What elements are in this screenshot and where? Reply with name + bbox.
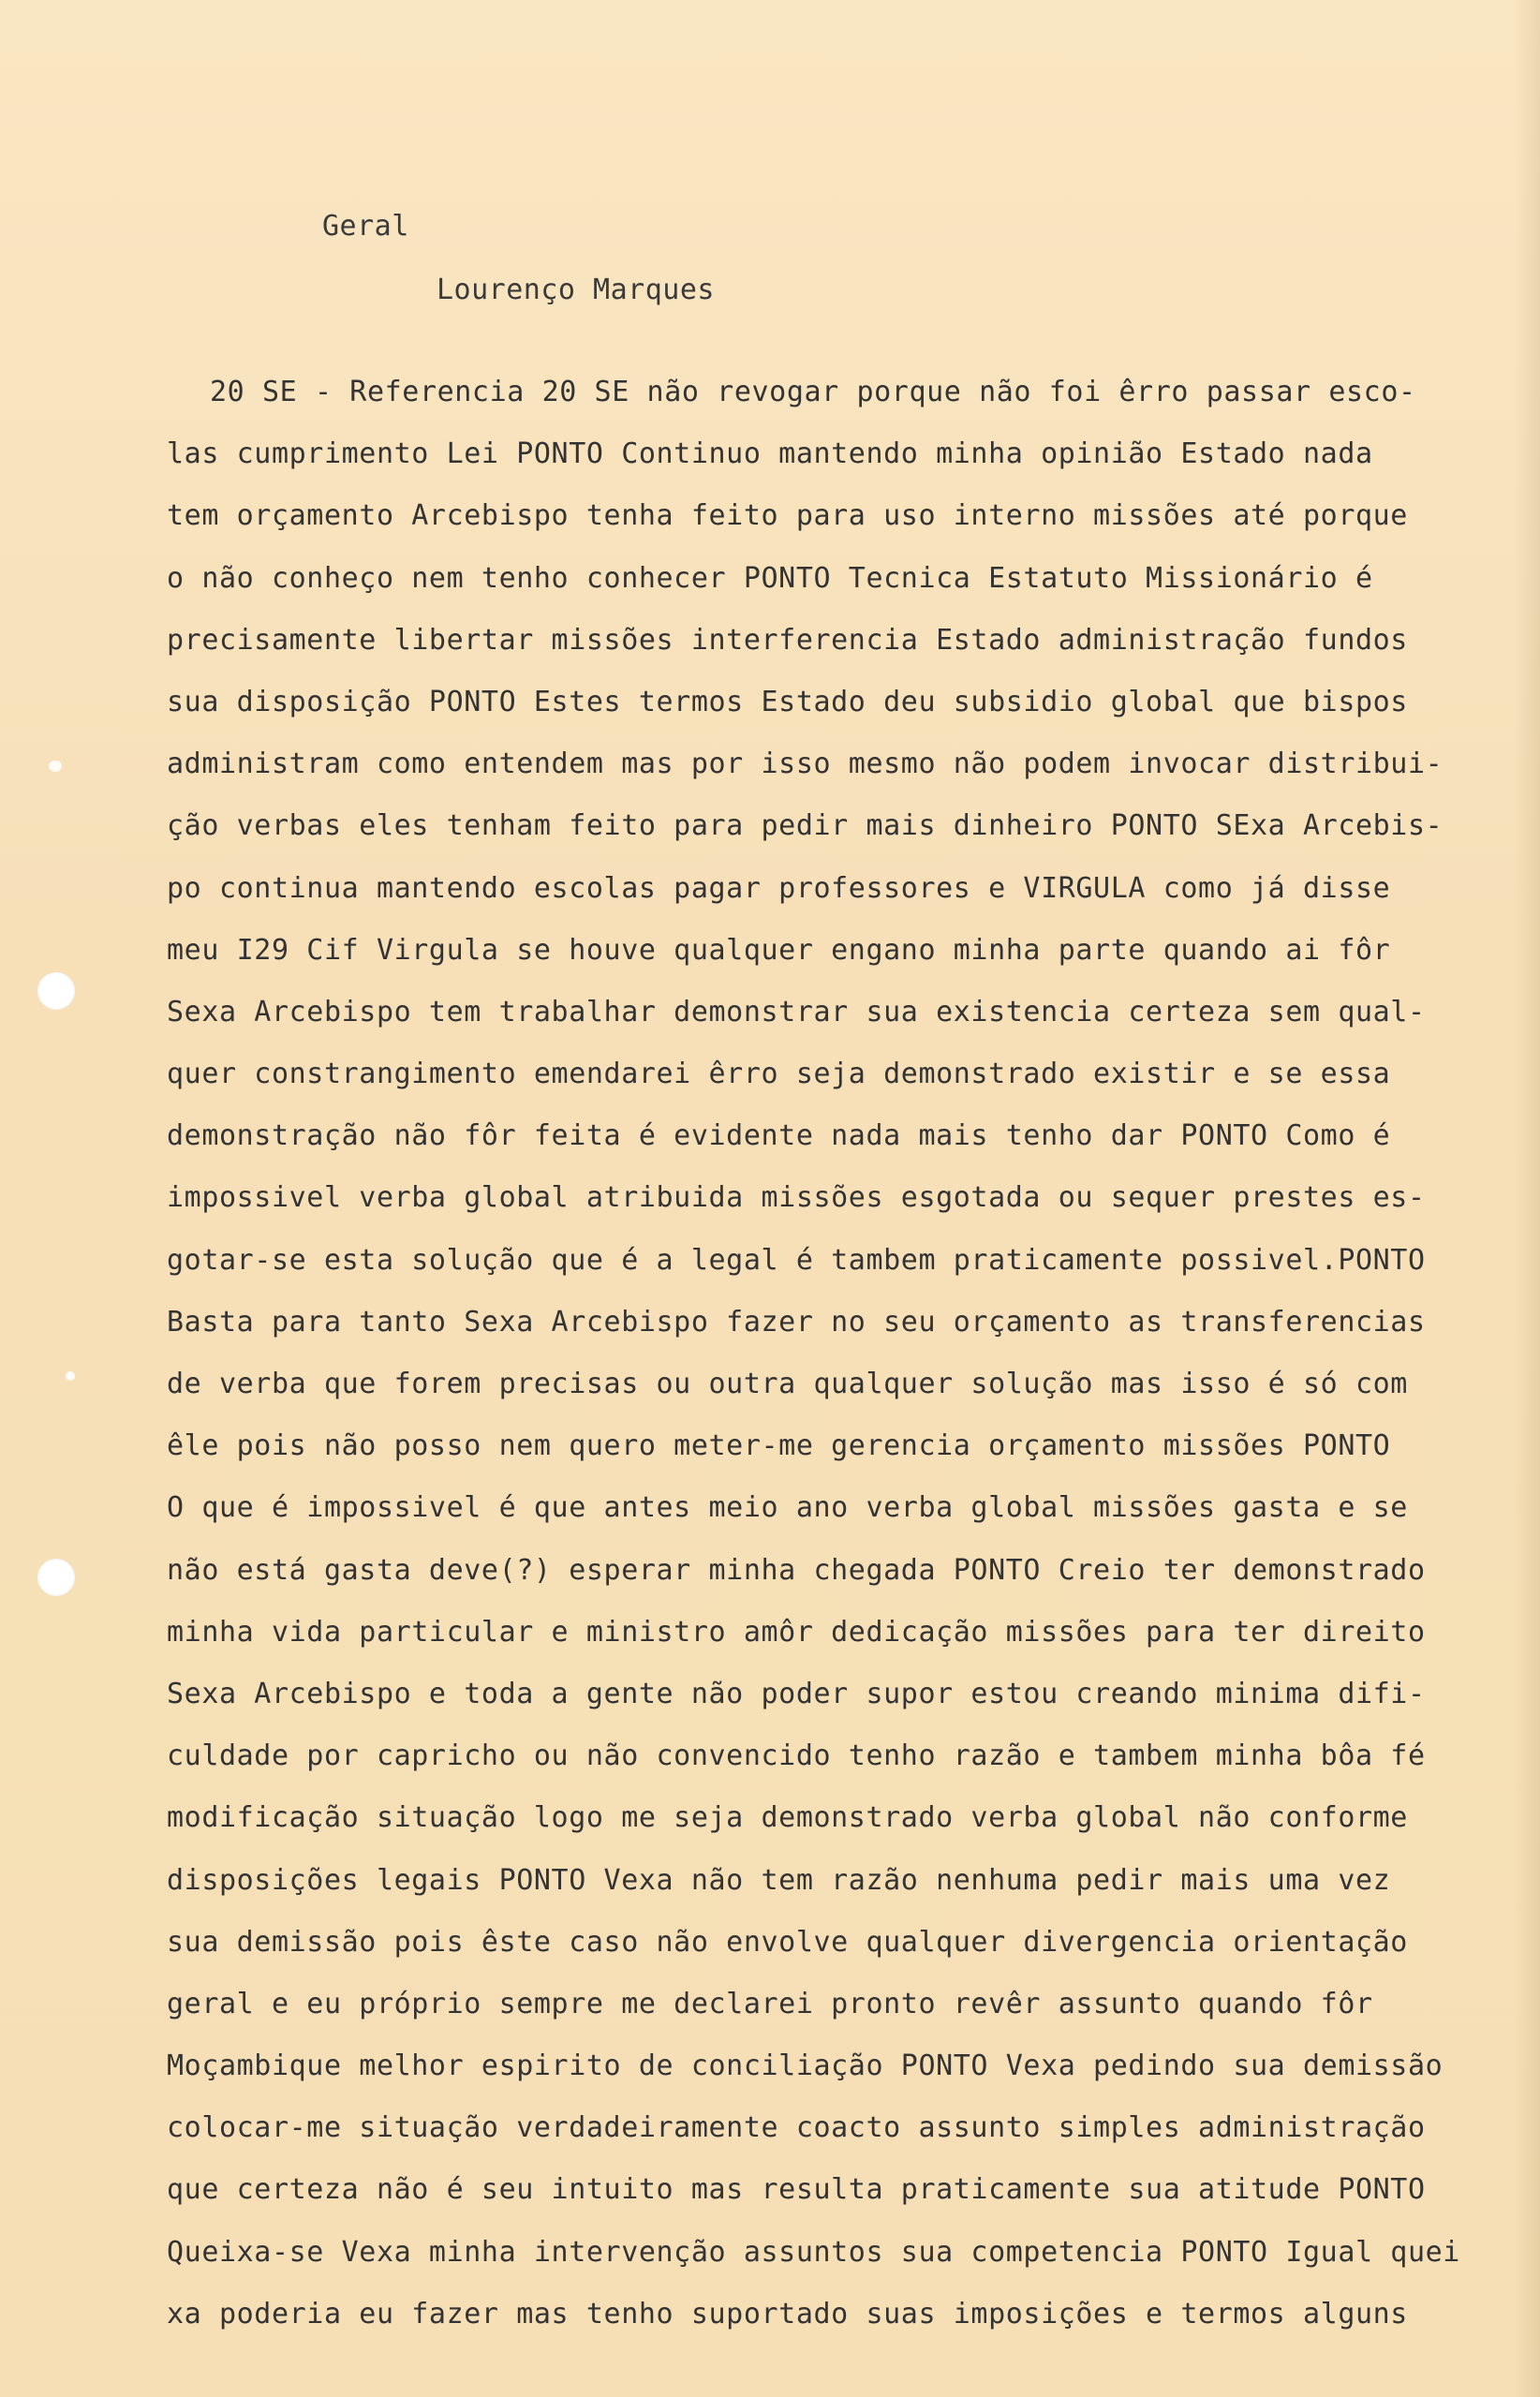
text-line: não está gasta deve(?) esperar minha chegada PONTO Creio ter demonstrado <box>167 1553 1426 1587</box>
text-line: Basta para tanto Sexa Arcebispo fazer no seu orçamento as transferencias <box>167 1305 1426 1339</box>
text-line: de verba que forem precisas ou outra qualquer solução mas isso é só com <box>167 1368 1408 1400</box>
text-line: O que é impossivel é que antes meio ano verba global missões gasta e se <box>167 1491 1408 1525</box>
text-line: Queixa-se Vexa minha intervenção assuntos sua competencia PONTO Igual quei <box>167 2235 1460 2269</box>
text-line: sua demissão pois êste caso não envolve qualquer divergencia orientação <box>167 1925 1408 1959</box>
text-line: impossivel verba global atribuida missões esgotada ou sequer prestes es- <box>167 1181 1426 1215</box>
text-line: Moçambique melhor espirito de conciliação PONTO Vexa pedindo sua demissão <box>167 2049 1444 2083</box>
paper-speck <box>66 1371 75 1381</box>
text-line: ção verbas eles tenham feito para pedir mais dinheiro PONTO SExa Arcebis- <box>167 809 1444 843</box>
text-line: xa poderia eu fazer mas tenho suportado suas imposições e termos alguns <box>167 2297 1408 2330</box>
text-line: sua disposição PONTO Estes termos Estado deu subsidio global que bispos <box>167 685 1408 718</box>
text-line: modificação situação logo me seja demonstrado verba global não conforme <box>167 1801 1408 1835</box>
text-line: colocar-me situação verdadeiramente coacto assunto simples administração <box>167 2111 1426 2145</box>
text-line: las cumprimento Lei PONTO Continuo mantendo minha opinião Estado nada <box>167 437 1373 471</box>
heading-geral: Geral <box>322 210 409 243</box>
text-line: demonstração não fôr feita é evidente nada mais tenho dar PONTO Como é <box>167 1119 1391 1153</box>
text-line: 20 SE - Referencia 20 SE não revogar porque não foi êrro passar esco- <box>210 376 1416 408</box>
punch-hole-bottom <box>37 1559 75 1596</box>
paper-speck <box>49 761 62 772</box>
text-line: disposições legais PONTO Vexa não tem razão nenhuma pedir mais uma vez <box>167 1863 1391 1897</box>
text-line: minha vida particular e ministro amôr dedicação missões para ter direito <box>167 1615 1426 1649</box>
text-line: o não conheço nem tenho conhecer PONTO Tecnica Estatuto Missionário é <box>167 561 1373 595</box>
text-line: po continua mantendo escolas pagar professores e VIRGULA como já disse <box>167 871 1391 905</box>
heading-lourenco-marques: Lourenço Marques <box>437 274 715 306</box>
text-line: meu I29 Cif Virgula se houve qualquer engano minha parte quando ai fôr <box>167 933 1391 967</box>
text-line: Sexa Arcebispo e toda a gente não poder supor estou creando minima difi- <box>167 1677 1426 1710</box>
text-line: que certeza não é seu intuito mas resulta praticamente sua atitude PONTO <box>167 2173 1426 2207</box>
text-line: êle pois não posso nem quero meter-me gerencia orçamento missões PONTO <box>167 1429 1391 1463</box>
punch-hole-top <box>37 972 75 1010</box>
text-line: quer constrangimento emendarei êrro seja demonstrado existir e se essa <box>167 1058 1391 1091</box>
telegram-body <box>167 362 1525 2345</box>
text-line: geral e eu próprio sempre me declarei pronto revêr assunto quando fôr <box>167 1987 1373 2020</box>
text-line: tem orçamento Arcebispo tenha feito para uso interno missões até porque <box>167 499 1408 533</box>
text-line: administram como entendem mas por isso mesmo não podem invocar distribui- <box>167 747 1444 781</box>
text-line: precisamente libertar missões interferencia Estado administração fundos <box>167 623 1408 657</box>
text-line: Sexa Arcebispo tem trabalhar demonstrar sua existencia certeza sem qual- <box>167 995 1426 1028</box>
text-line: culdade por capricho ou não convencido tenho razão e tambem minha bôa fé <box>167 1739 1426 1773</box>
text-line: gotar-se esta solução que é a legal é tambem praticamente possivel.PONTO <box>167 1243 1426 1277</box>
